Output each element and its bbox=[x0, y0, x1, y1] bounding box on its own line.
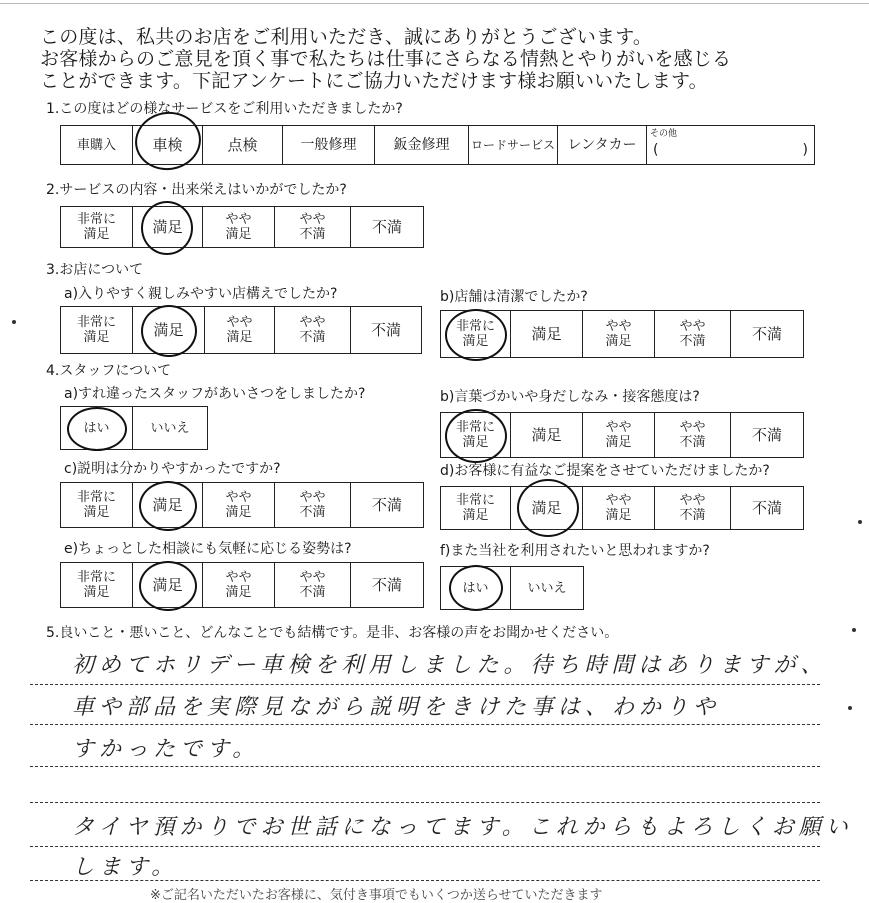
option-yes[interactable] bbox=[61, 407, 133, 449]
question-3b-label: b)店舗は清潔でしたか? bbox=[440, 289, 588, 305]
scale-text: 満足 bbox=[462, 435, 489, 450]
option-check[interactable]: 点検 bbox=[203, 126, 283, 164]
option-rental-car[interactable]: レンタカー bbox=[558, 126, 647, 164]
option-other[interactable] bbox=[647, 126, 814, 164]
scale-text: 満足 bbox=[225, 227, 252, 242]
scale-text: やや bbox=[605, 319, 632, 334]
scale-satisfied[interactable] bbox=[133, 307, 205, 353]
scale-text: 非常に bbox=[455, 319, 495, 334]
scale-text: 満足 bbox=[226, 330, 253, 345]
scale-somewhat-satisfied[interactable] bbox=[583, 413, 655, 457]
scale-satisfied[interactable] bbox=[511, 311, 583, 357]
scale-satisfied[interactable] bbox=[511, 413, 583, 457]
other-open-paren: ( bbox=[653, 142, 659, 158]
option-road-service[interactable]: ロードサービス bbox=[469, 126, 558, 164]
scale-text: 不満 bbox=[679, 508, 706, 523]
question-4b-label: b)言葉づかいや身だしなみ・接客態度は? bbox=[440, 389, 700, 405]
scale-text: 満足 bbox=[462, 334, 489, 349]
scale-satisfied[interactable] bbox=[133, 483, 203, 527]
question-4a-yesno bbox=[60, 406, 208, 450]
question-4e-label: e)ちょっとした相談にも気軽に応じる姿勢は? bbox=[64, 541, 352, 557]
question-2-scale bbox=[60, 206, 424, 248]
scale-dissatisfied[interactable] bbox=[351, 307, 421, 353]
scale-text: 満足 bbox=[83, 330, 110, 345]
comment-rule-5 bbox=[30, 846, 820, 847]
comment-rule-6 bbox=[30, 880, 820, 881]
other-label: その他 bbox=[650, 129, 678, 139]
footnote: ※ご記名いただいたお客様に、気付き事項でもいくつか送らせていただきます bbox=[150, 888, 603, 903]
scale-text: やや bbox=[299, 212, 326, 227]
scale-somewhat-dissatisfied[interactable] bbox=[275, 307, 351, 353]
question-4a-label: a)すれ違ったスタッフがあいさつをしましたか? bbox=[64, 386, 366, 402]
scale-somewhat-dissatisfied[interactable] bbox=[275, 207, 351, 247]
scale-somewhat-dissatisfied[interactable] bbox=[275, 483, 351, 527]
scale-very-satisfied[interactable] bbox=[61, 483, 133, 527]
scale-somewhat-dissatisfied[interactable] bbox=[655, 311, 731, 357]
question-4c-label: c)説明は分かりやすかったですか? bbox=[64, 461, 281, 477]
scale-text: 不満 bbox=[370, 320, 401, 339]
option-yes[interactable] bbox=[441, 567, 511, 609]
scale-text: 満足 bbox=[152, 575, 183, 594]
scale-text: やや bbox=[226, 315, 253, 330]
scale-text: 満足 bbox=[531, 425, 562, 444]
scale-somewhat-satisfied[interactable] bbox=[203, 563, 275, 607]
yes-label: はい bbox=[83, 420, 110, 436]
scale-somewhat-satisfied[interactable] bbox=[583, 311, 655, 357]
scale-somewhat-dissatisfied[interactable] bbox=[655, 413, 731, 457]
comment-line-1: 初めてホリデー車検を利用しました。待ち時間はありますが、 bbox=[72, 653, 828, 678]
scale-text: 不満 bbox=[299, 505, 326, 520]
scale-somewhat-satisfied[interactable] bbox=[205, 307, 275, 353]
scale-text: 不満 bbox=[751, 324, 782, 343]
scale-somewhat-satisfied[interactable] bbox=[203, 483, 275, 527]
intro-line-3: ことができます。下記アンケートにご協力いただけます様お願いいたします。 bbox=[40, 70, 708, 92]
option-no[interactable]: いいえ bbox=[527, 580, 567, 596]
scale-very-satisfied[interactable] bbox=[441, 487, 511, 529]
question-3a-scale bbox=[60, 306, 422, 354]
scale-text: 不満 bbox=[679, 435, 706, 450]
intro-paragraph bbox=[40, 26, 840, 92]
scale-text: やや bbox=[225, 570, 252, 585]
question-4d-label: d)お客様に有益なご提案をさせていただけましたか? bbox=[440, 463, 770, 479]
scale-very-satisfied[interactable] bbox=[61, 563, 133, 607]
scale-text: 満足 bbox=[531, 498, 562, 517]
scale-text: 不満 bbox=[299, 330, 326, 345]
scale-text: 非常に bbox=[76, 212, 116, 227]
scale-text: 非常に bbox=[76, 490, 116, 505]
scale-text: やや bbox=[225, 212, 252, 227]
question-4f-label: f)また当社を利用されたいと思われますか? bbox=[440, 543, 710, 559]
scale-text: 満足 bbox=[83, 585, 110, 600]
scale-text: 満足 bbox=[225, 505, 252, 520]
scale-somewhat-dissatisfied[interactable] bbox=[655, 487, 731, 529]
scale-text: 満足 bbox=[605, 508, 632, 523]
comment-line-6: します。 bbox=[72, 855, 179, 880]
scale-dissatisfied[interactable] bbox=[731, 487, 803, 529]
question-4e-scale bbox=[60, 562, 424, 608]
scale-text: 満足 bbox=[83, 505, 110, 520]
scale-text: やや bbox=[299, 315, 326, 330]
scale-text: やや bbox=[225, 490, 252, 505]
option-inspection[interactable] bbox=[133, 126, 203, 164]
scale-text: 満足 bbox=[531, 324, 562, 343]
scale-dissatisfied[interactable] bbox=[351, 563, 423, 607]
scale-satisfied[interactable] bbox=[133, 207, 203, 247]
other-close-paren: ) bbox=[802, 142, 808, 158]
scale-very-satisfied[interactable] bbox=[441, 311, 511, 357]
scan-speck bbox=[12, 320, 16, 324]
scale-text: 不満 bbox=[679, 334, 706, 349]
comment-rule-3 bbox=[30, 766, 820, 767]
scale-dissatisfied[interactable] bbox=[731, 413, 803, 457]
scale-dissatisfied[interactable] bbox=[731, 311, 803, 357]
intro-line-2: お客様からのご意見を頂く事で私たちは仕事にさらなる情熱とやりがいを感じる bbox=[40, 48, 732, 70]
question-4b-scale bbox=[440, 412, 804, 458]
question-4c-scale bbox=[60, 482, 424, 528]
scale-text: 不満 bbox=[299, 227, 326, 242]
comment-line-2: 車や部品を実際見ながら説明をきけた事は、わかりや bbox=[72, 695, 721, 720]
scale-somewhat-satisfied[interactable] bbox=[583, 487, 655, 529]
option-inspection-label: 車検 bbox=[152, 135, 183, 154]
scale-satisfied[interactable] bbox=[511, 487, 583, 529]
scale-very-satisfied[interactable] bbox=[441, 413, 511, 457]
question-3a-label: a)入りやすく親しみやすい店構えでしたか? bbox=[64, 286, 338, 302]
scale-text: 不満 bbox=[371, 217, 402, 236]
scale-text: 満足 bbox=[152, 495, 183, 514]
scale-very-satisfied[interactable] bbox=[61, 207, 133, 247]
scale-text: 非常に bbox=[76, 570, 116, 585]
scale-text: やや bbox=[605, 493, 632, 508]
question-3-label: 3.お店について bbox=[46, 262, 144, 278]
option-general-repair[interactable]: 一般修理 bbox=[283, 126, 375, 164]
scale-text: やや bbox=[679, 319, 706, 334]
comment-rule-1 bbox=[30, 684, 820, 685]
scale-text: 満足 bbox=[83, 227, 110, 242]
question-2-label: 2.サービスの内容・出来栄えはいかがでしたか? bbox=[46, 182, 347, 198]
scale-somewhat-dissatisfied[interactable] bbox=[275, 563, 351, 607]
scale-text: 満足 bbox=[605, 435, 632, 450]
scale-text: やや bbox=[679, 420, 706, 435]
comment-rule-2 bbox=[30, 724, 820, 725]
question-5-label: 5.良いこと・悪いこと、どんなことでも結構です。是非、お客様の声をお聞かせください。 bbox=[46, 625, 619, 641]
question-4f-yesno bbox=[440, 566, 584, 610]
scale-text: 不満 bbox=[751, 425, 782, 444]
scale-dissatisfied[interactable] bbox=[351, 483, 423, 527]
comment-line-5: タイヤ預かりでお世話になってます。これからもよろしくお願い bbox=[72, 815, 853, 840]
scale-text: 満足 bbox=[225, 585, 252, 600]
intro-line-1: この度は、私共のお店をご利用いただき、誠にありがとうございます。 bbox=[40, 26, 653, 48]
option-body-repair[interactable]: 鈑金修理 bbox=[375, 126, 469, 164]
scale-text: やや bbox=[605, 420, 632, 435]
scale-very-satisfied[interactable] bbox=[61, 307, 133, 353]
scale-text: 満足 bbox=[153, 320, 184, 339]
scale-text: 不満 bbox=[299, 585, 326, 600]
scale-text: 満足 bbox=[605, 334, 632, 349]
scan-speck bbox=[858, 520, 862, 524]
scale-satisfied[interactable] bbox=[133, 563, 203, 607]
scale-text: やや bbox=[299, 490, 326, 505]
comment-line-3: すかったです。 bbox=[72, 737, 260, 762]
scale-text: やや bbox=[679, 493, 706, 508]
scale-text: やや bbox=[299, 570, 326, 585]
question-3b-scale bbox=[440, 310, 804, 358]
scale-dissatisfied[interactable] bbox=[351, 207, 423, 247]
scale-text: 満足 bbox=[152, 217, 183, 236]
scale-text: 満足 bbox=[462, 508, 489, 523]
scale-text: 不満 bbox=[371, 575, 402, 594]
scale-text: 不満 bbox=[371, 495, 402, 514]
option-no[interactable]: いいえ bbox=[150, 420, 190, 436]
scale-text: 非常に bbox=[76, 315, 116, 330]
question-4d-scale bbox=[440, 486, 804, 530]
scale-somewhat-satisfied[interactable] bbox=[203, 207, 275, 247]
scan-speck bbox=[848, 706, 852, 710]
question-4-label: 4.スタッフについて bbox=[46, 363, 172, 379]
scan-speck bbox=[852, 628, 856, 632]
top-border bbox=[0, 3, 869, 4]
question-1-label: 1.この度はどの様なサービスをご利用いただきましたか? bbox=[46, 101, 403, 117]
scale-text: 非常に bbox=[455, 493, 495, 508]
scale-text: 非常に bbox=[455, 420, 495, 435]
other-input[interactable] bbox=[653, 143, 808, 158]
question-1-options bbox=[60, 125, 815, 165]
scale-text: 不満 bbox=[751, 498, 782, 517]
option-car-purchase[interactable]: 車購入 bbox=[61, 126, 133, 164]
comment-rule-4 bbox=[30, 802, 820, 803]
yes-label: はい bbox=[462, 580, 489, 596]
